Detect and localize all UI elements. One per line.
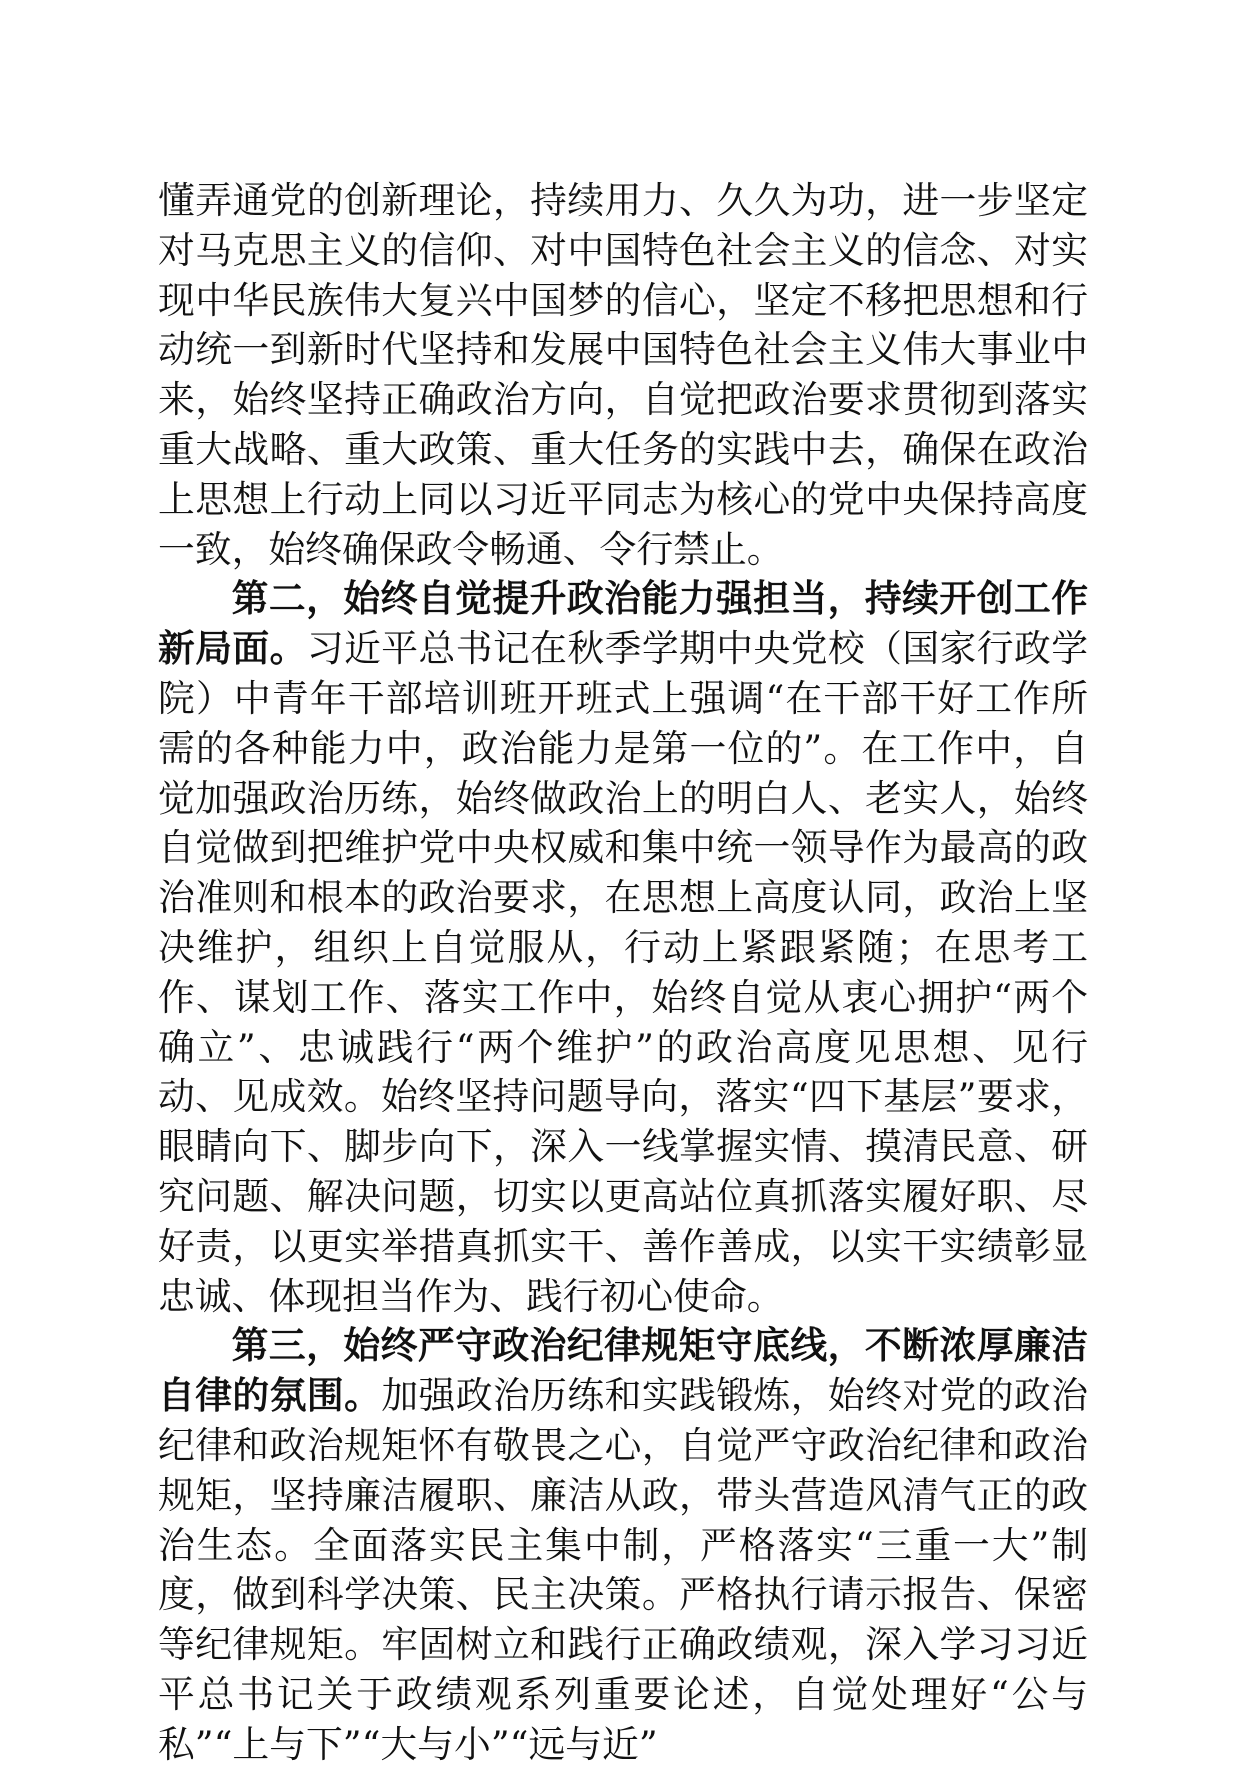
paragraph-third-point [158,1321,1088,1769]
paragraph-continuation [158,176,1088,574]
paragraph-body-text: 习近平总书记在秋季学期中央党校（国家行政学院）中青年干部培训班开班式上强调“在干部干好工作所需的各种能力中，政治能力是第一位的”。在工作中，自觉加强政治历练，始终做政治上的明白人、老实人，始终自觉做到把维护党中央权威和集中统一领导作为最高的政治准则和根本的政治要求，在思想上高度认同，政治上坚决维护，组织上自觉服从，行动上紧跟紧随；在思考工作、谋划工作、落实工作中，始终自觉从衷心拥护“两个确立”、忠诚践行“两个维护”的政治高度见思想、见行动、见成效。始终坚持问题导向，落实“四下基层”要求，眼睛向下、脚步向下，深入一线掌握实情、摸清民意、研究问题、解决问题，切实以更高站位真抓落实履好职、尽好责，以更实举措真抓实干、善作善成，以实干实绩彰显忠诚、体现担当作为、践行初心使命。 [158,627,1089,1318]
paragraph-body-text: 加强政治历练和实践锻炼，始终对党的政治纪律和政治规矩怀有敬畏之心，自觉严守政治纪律和政治规矩，坚持廉洁履职、廉洁从政，带头营造风清气正的政治生态。全面落实民主集中制，严格落实“三重一大”制度，做到科学决策、民主决策。严格执行请示报告、保密等纪律规矩。牢固树立和践行正确政绩观，深入学习习近平总书记关于政绩观系列重要论述，自觉处理好“公与私”“上与下”“大与小”“远与近” [158,1374,1089,1766]
paragraph-second-point [158,574,1088,1321]
paragraph-heading-bold: 第二，始终自觉提升政治能力强担当，持续开创工作新局面。 [158,576,1088,671]
paragraph-heading-bold: 第三，始终严守政治纪律规矩守底线，不断浓厚廉洁自律的氛围。 [158,1323,1088,1418]
paragraph-body-text: 懂弄通党的创新理论，持续用力、久久为功，进一步坚定对马克思主义的信仰、对中国特色社会主义的信念、对实现中华民族伟大复兴中国梦的信心，坚定不移把思想和行动统一到新时代坚持和发展中国特色社会主义伟大事业中来，始终坚持正确政治方向，自觉把政治要求贯彻到落实重大战略、重大政策、重大任务的实践中去，确保在政治上思想上行动上同以习近平同志为核心的党中央保持高度一致，始终确保政令畅通、令行禁止。 [158,179,1088,571]
document-body [158,176,1088,1770]
